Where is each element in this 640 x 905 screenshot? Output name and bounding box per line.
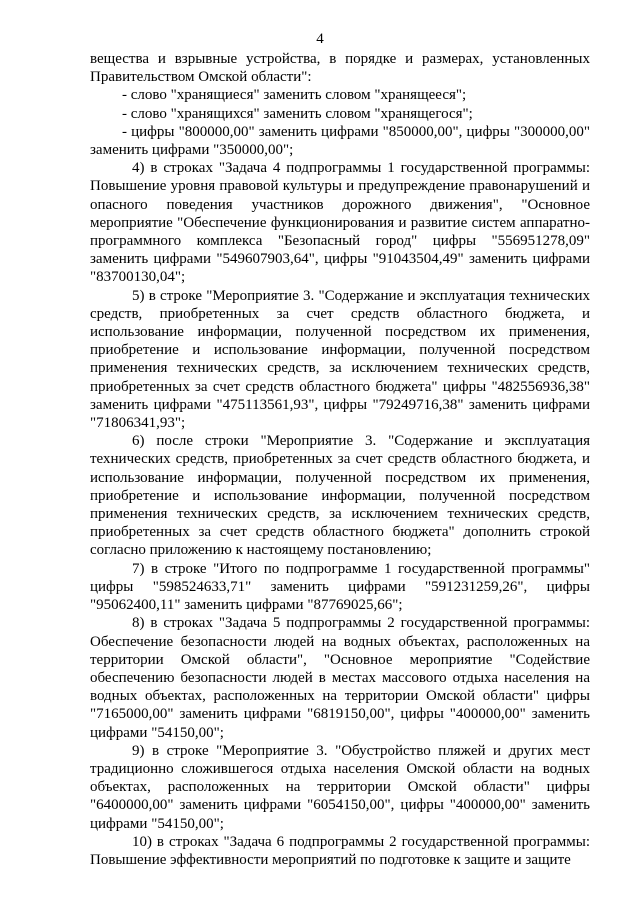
paragraph-item-6: 6) после строки "Мероприятие 3. "Содержание и эксплуатация технических средств, приобретенных за счет средств областного бюджета, и использование информации, полученной посредством их применения, приобретение и использование информации, полученной посредством применения технических средств, за исключением технических средств, приобретенных за счет средств областного бюджета" дополнить строкой согласно приложению к настоящему постановлению;	[90, 433, 590, 559]
paragraph-item-9: 9) в строке "Мероприятие 3. "Обустройство пляжей и других мест традиционно сложившегося отдыха населения Омской области на водных объектах, расположенных на территории Омской области" цифры "6400000,00" заменить цифрами "6054150,00", цифры "400000,00" заменить цифрами "54150,00";	[90, 742, 590, 832]
paragraph-item-8: 8) в строках "Задача 5 подпрограммы 2 государственной программы: Обеспечение безопасности людей на водных объектах, расположенных на территории Омской области", "Основное мероприятие "Содействие обеспечению безопасности людей в местах массового отдыха населения на водных объектах, расположенных на территории Омской области" цифры "7165000,00" заменить цифрами "6819150,00", цифры "400000,00" заменить цифрами "54150,00";	[90, 615, 590, 741]
list-item-replace-numbers: - цифры "800000,00" заменить цифрами "850000,00", цифры "300000,00" заменить цифрами "350000,00";	[90, 123, 590, 159]
document-body	[90, 50, 590, 869]
paragraph-item-4: 4) в строках "Задача 4 подпрограммы 1 государственной программы: Повышение уровня правовой культуры и предупреждение правонарушений и опасного поведения участников дорожного движения", "Основное мероприятие "Обеспечение функционирования и развитие систем аппаратно-программного комплекса "Безопасный город" цифры "556951278,09" заменить цифрами "549607903,64", цифры "91043504,49" заменить цифрами "83700130,04";	[90, 160, 590, 286]
list-item-replace-word-1: - слово "хранящиеся" заменить словом "хранящееся";	[122, 87, 467, 104]
paragraph-item-7: 7) в строке "Итого по подпрограмме 1 государственной программы" цифры "598524633,71" заменить цифрами "591231259,26", цифры "95062400,11" заменить цифрами "87769025,66";	[90, 560, 590, 614]
paragraph-item-10: 10) в строках "Задача 6 подпрограммы 2 государственной программы: Повышение эффективности мероприятий по подготовке к защите и защите	[90, 833, 590, 868]
paragraph-item-5: 5) в строке "Мероприятие 3. "Содержание и эксплуатация технических средств, приобретенных за счет средств областного бюджета, и использование информации, полученной посредством их применения, приобретение и использование информации, полученной посредством применения технических средств, за исключением технических средств, приобретенных за счет средств областного бюджета" цифры "482556936,38" заменить цифрами "475113561,93", цифры "79249716,38" заменить цифрами "71806341,93";	[90, 287, 590, 432]
page-number: 4	[316, 31, 324, 47]
list-item-replace-word-2: - слово "хранящихся" заменить словом "хранящегося";	[122, 105, 473, 122]
paragraph-continuation: вещества и взрывные устройства, в порядке и размерах, установленных Правительством Омской области":	[90, 51, 590, 86]
